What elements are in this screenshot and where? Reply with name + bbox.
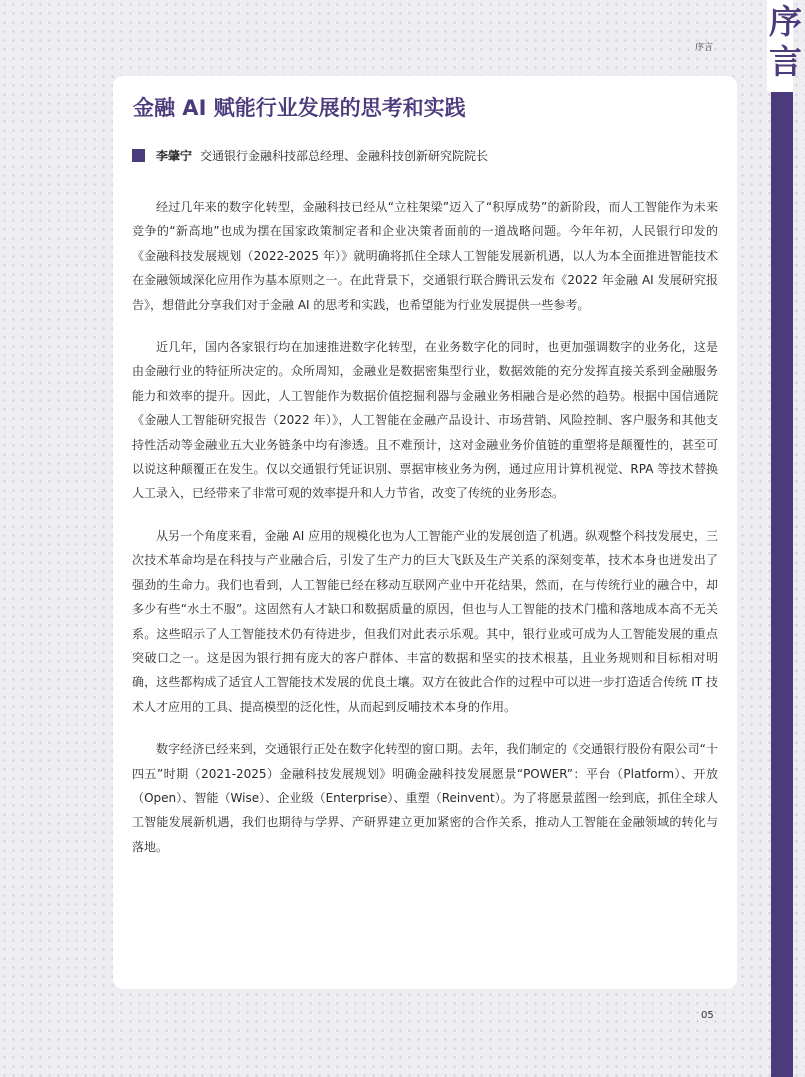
page-number: 05 (701, 1010, 714, 1021)
article-title: 金融 AI 赋能行业发展的思考和实践 (133, 96, 466, 120)
paragraph: 经过几年来的数字化转型，金融科技已经从“立柱架梁”迈入了“积厚成势”的新阶段，而人工智能作为未来竞争的“新高地”也成为摆在国家政策制定者和企业决策者面前的一道战略问题。今年年初，人民银行印发的《金融科技发展规划（2022-2025 年）》就明确将抓住全球人工智能发展新机遇，以人为本全面推进智能技术在金融领域深化应用作为基本原则之一。在此背景下，交通银行联合腾讯云发布《2022 年金融 AI 发展研究报告》，想借此分享我们对于金融 AI 的思考和实践，也希望能为行业发展提供一些参考。 (132, 200, 718, 312)
paragraph: 数字经济已经来到，交通银行正处在数字化转型的窗口期。去年，我们制定的《交通银行股份有限公司“十四五”时期（2021-2025）金融科技发展规划》明确金融科技发展愿景“POWER”：平台（Platform）、开放（Open）、智能（Wise）、企业级（Enterprise）、重塑（Reinvent）。为了将愿景蓝图一绘到底，抓住全球人工智能发展新机遇，我们也期待与学界、产研界建立更加紧密的合作关系，推动人工智能在金融领域的转化与落地。 (132, 742, 718, 854)
author-line (132, 148, 488, 164)
running-header: 序言 (694, 43, 713, 53)
author-name: 李肇宁 (156, 149, 193, 163)
article-card (113, 76, 737, 989)
paragraph: 从另一个角度来看，金融 AI 应用的规模化也为人工智能产业的发展创造了机遇。纵观整个科技发展史，三次技术革命均是在科技与产业融合后，引发了生产力的巨大飞跃及生产关系的深刻变革，技术本身也迸发出了强劲的生命力。我们也看到，人工智能已经在移动互联网产业中开花结果，然而，在与传统行业的融合中，却多少有些“水土不服”。这固然有人才缺口和数据质量的原因，但也与人工智能的技术门槛和落地成本高不无关系。这些昭示了人工智能技术仍有待进步，但我们对此表示乐观。其中，银行业或可成为人工智能发展的重点突破口之一。这是因为银行拥有庞大的客户群体、丰富的数据和坚实的技术根基，且业务规则和目标相对明确，这些都构成了适宜人工智能技术发展的优良土壤。双方在彼此合作的过程中可以进一步打造适合传统 IT 技术人才应用的工具、提高模型的泛化性，从而起到反哺技术本身的作用。 (132, 528, 718, 714)
side-accent-bar (771, 0, 793, 1077)
author-role: 交通银行金融科技部总经理、金融科技创新研究院院长 (200, 149, 489, 163)
section-tab (767, 0, 802, 92)
section-tab-label: 序言 (769, 2, 802, 81)
paragraph: 近几年，国内各家银行均在加速推进数字化转型，在业务数字化的同时，也更加强调数字的业务化，这是由金融行业的特征所决定的。众所周知，金融业是数据密集型行业，数据效能的充分发挥直接关系到金融服务能力和效率的提升。因此，人工智能作为数据价值挖掘利器与金融业务相融合是必然的趋势。根据中国信通院《金融人工智能研究报告（2022 年）》，人工智能在金融产品设计、市场营销、风险控制、客户服务和其他支持性活动等金融业五大业务链条中均有渗透。且不难预计，这对金融业务价值链的重塑将是颠覆性的，甚至可以说这种颠覆正在发生。仅以交通银行凭证识别、票据审核业务为例，通过应用计算机视觉、RPA 等技术替换人工录入，已经带来了非常可观的效率提升和人力节省，改变了传统的业务形态。 (132, 340, 718, 501)
article-body (132, 195, 718, 877)
square-bullet-icon (132, 149, 145, 162)
